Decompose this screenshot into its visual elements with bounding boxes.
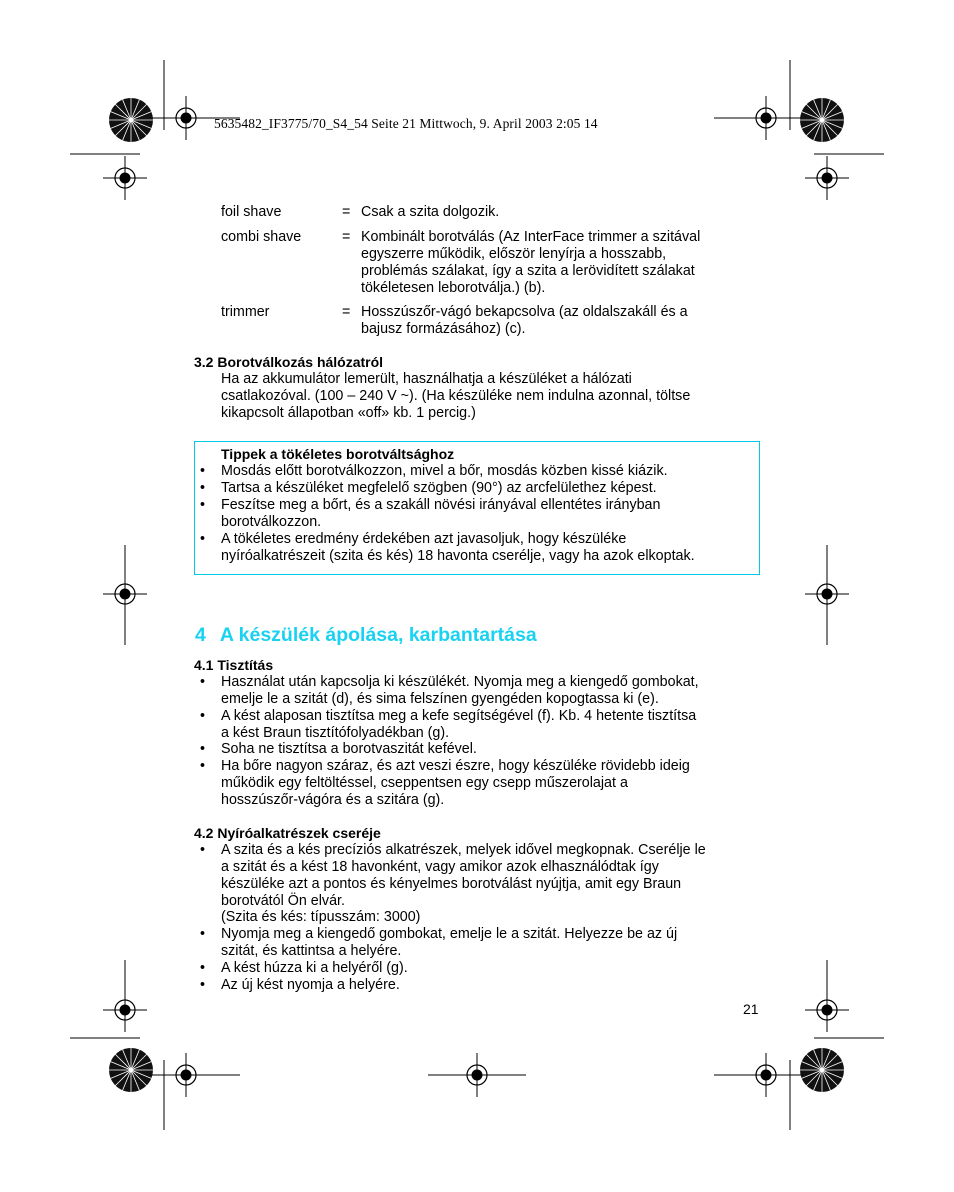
- mode-description: Kombinált borotválás (Az InterFace trimmer a szitával: [361, 229, 701, 245]
- list-item: működik egy feltöltéssel, cseppentsen egy csepp műszerolajat a: [221, 775, 628, 791]
- list-item: Nyomja meg a kiengedő gombokat, emelje le a szitát. Helyezze be az új: [221, 926, 678, 942]
- paragraph-line: Ha az akkumulátor lemerült, használhatja a készüléket a hálózati: [221, 371, 632, 387]
- mode-description: egyszerre működik, először lenyírja a hosszabb,: [361, 246, 667, 262]
- list-item: a szitát és a kést 18 havonként, vagy amikor azok elhasználódtak így: [221, 859, 659, 875]
- list-item: A szita és a kés precíziós alkatrészek, melyek idővel megkopnak. Cserélje le: [221, 842, 706, 858]
- list-item: a kést Braun tisztítófolyadékban (g).: [221, 725, 450, 741]
- chapter-title: A készülék ápolása, karbantartása: [219, 624, 537, 646]
- list-item: szitát, és kattintsa a helyére.: [221, 943, 402, 959]
- mode-description: problémás szálakat, így a szita a lerövidített szálakat: [361, 263, 695, 279]
- section-heading: 4.2 Nyíróalkatrészek cseréje: [194, 825, 381, 841]
- list-item: Mosdás előtt borotválkozzon, mivel a bőr, mosdás közben kissé kiázik.: [221, 463, 668, 479]
- list-item: hosszúszőr-vágóra és a szitára (g).: [221, 792, 445, 808]
- list-item: A tökéletes eredmény érdekében azt javasoljuk, hogy készüléke: [221, 531, 627, 547]
- mode-label: foil shave: [221, 204, 282, 220]
- page-number: 21: [743, 1001, 759, 1017]
- list-item: Az új kést nyomja a helyére.: [221, 977, 400, 993]
- bullet-icon: •: [200, 977, 206, 993]
- list-item: nyíróalkatrészeit (szita és kés) 18 havonta cserélje, vagy ha azok elkoptak.: [221, 548, 695, 564]
- mode-equals: =: [342, 204, 351, 220]
- bullet-icon: •: [200, 497, 206, 513]
- list-item: Használat után kapcsolja ki készülékét. Nyomja meg a kiengedő gombokat,: [221, 674, 699, 690]
- chapter-number: 4: [195, 624, 206, 646]
- paragraph-line: kikapcsolt állapotban «off» kb. 1 percig.): [221, 405, 476, 421]
- section-heading: 4.1 Tisztítás: [194, 657, 274, 673]
- bullet-icon: •: [200, 463, 206, 479]
- mode-equals: =: [342, 229, 351, 245]
- bullet-icon: •: [200, 842, 206, 858]
- mode-label: trimmer: [221, 304, 270, 320]
- list-item: Soha ne tisztítsa a borotvaszitát kefével.: [221, 741, 477, 757]
- mode-label: combi shave: [221, 229, 302, 245]
- mode-description: bajusz formázásához) (c).: [361, 321, 526, 337]
- bullet-icon: •: [200, 531, 206, 547]
- list-item: (Szita és kés: típusszám: 3000): [221, 909, 421, 925]
- bullet-icon: •: [200, 960, 206, 976]
- list-item: A kést húzza ki a helyéről (g).: [221, 960, 408, 976]
- bullet-icon: •: [200, 674, 206, 690]
- list-item: készüléke azt a pontos és kényelmes borotválást nyújtja, amit egy Braun: [221, 876, 682, 892]
- bullet-icon: •: [200, 480, 206, 496]
- mode-equals: =: [342, 304, 351, 320]
- chapter-heading: [195, 624, 537, 647]
- section-heading: 3.2 Borotválkozás hálózatról: [194, 354, 384, 370]
- bullet-icon: •: [200, 741, 206, 757]
- list-item: borotválkozzon.: [221, 514, 322, 530]
- bullet-icon: •: [200, 708, 206, 724]
- paragraph-line: csatlakozóval. (100 – 240 V ~). (Ha készüléke nem indulna azonnal, töltse: [221, 388, 691, 404]
- mode-description: tökéletesen leborotválja.) (b).: [361, 280, 546, 296]
- print-slug: 5635482_IF3775/70_S4_54 Seite 21 Mittwoch, 9. April 2003 2:05 14: [214, 116, 598, 131]
- list-item: Feszítse meg a bőrt, és a szakáll növési irányával ellentétes irányban: [221, 497, 661, 513]
- bullet-icon: •: [200, 758, 206, 774]
- mode-description: Hosszúszőr-vágó bekapcsolva (az oldalszakáll és a: [361, 304, 688, 320]
- list-item: A kést alaposan tisztítsa meg a kefe segítségével (f). Kb. 4 hetente tisztítsa: [221, 708, 697, 724]
- list-item: Ha bőre nagyon száraz, és azt veszi észre, hogy készüléke rövidebb ideig: [221, 758, 690, 774]
- list-item: Tartsa a készüléket megfelelő szögben (90°) az arcfelülethez képest.: [221, 480, 657, 496]
- bullet-icon: •: [200, 926, 206, 942]
- list-item: borotvától Ön elvár.: [221, 893, 345, 909]
- mode-description: Csak a szita dolgozik.: [361, 204, 500, 220]
- list-item: emelje le a szitát (d), és sima felszínen gyengéden kopogtassa ki (e).: [221, 691, 659, 707]
- tips-heading: Tippek a tökéletes borotváltsághoz: [221, 446, 455, 462]
